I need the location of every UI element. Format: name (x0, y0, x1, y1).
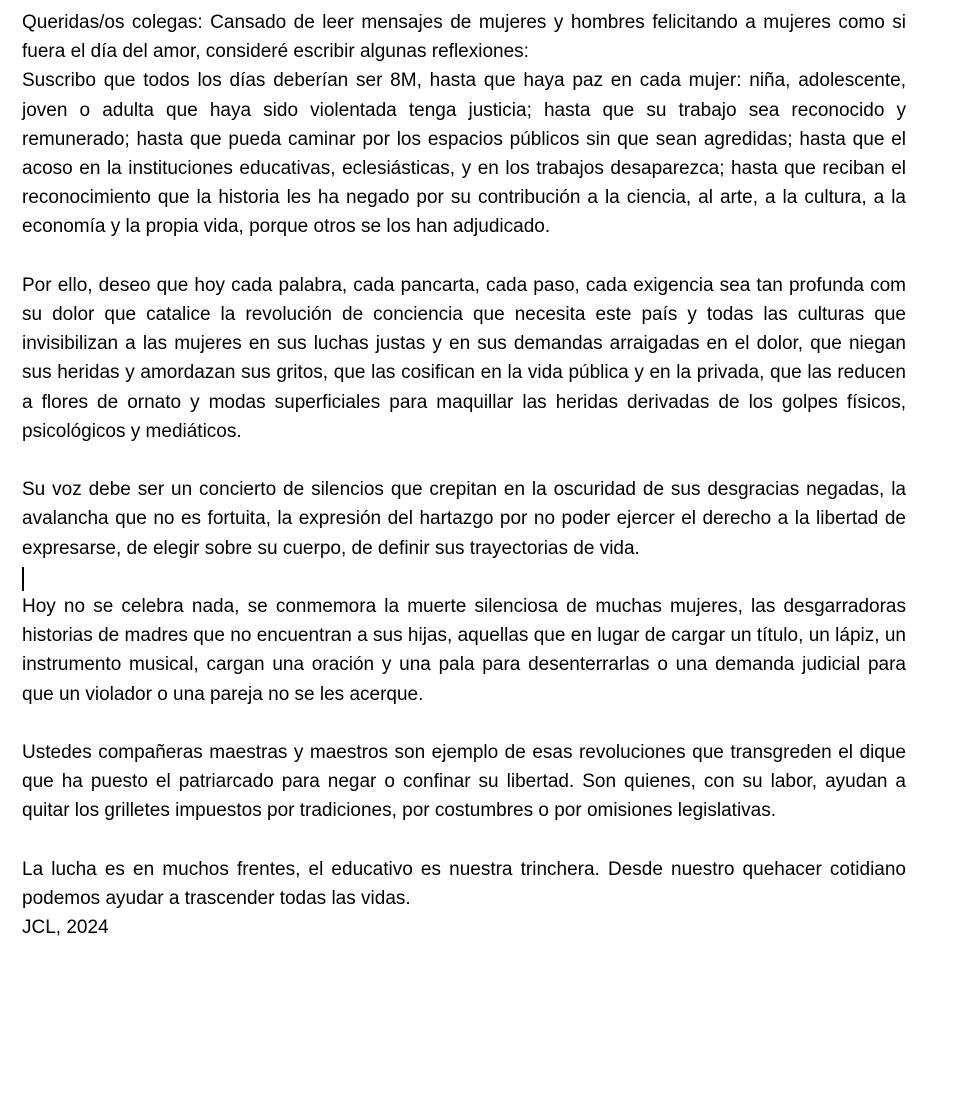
paragraph-5: Ustedes compañeras maestras y maestros son ejemplo de esas revoluciones que transgreden el dique que ha puesto el patriarcado para negar o confinar su libertad. Son quienes, con su labor, ayudan a quitar los grilletes impuestos por tradiciones, por costumbres o por omisiones legislativas. (22, 742, 906, 822)
paragraph-1: Suscribo que todos los días deberían ser 8M, hasta que haya paz en cada mujer: niña, adolescente, joven o adulta que haya sido violentada tenga justicia; hasta que su trabajo sea reconocido y remunerado; hasta que pueda caminar por los espacios públicos sin que sean agredidas; hasta que el acoso en la instituciones educativas, eclesiásticas, y en los trabajos desaparezca; hasta que reciban el reconocimiento que la historia les ha negado por su contribución a la ciencia, al arte, a la cultura, a la economía y la propia vida, porque otros se los han adjudicado. (22, 70, 906, 238)
blank-line (22, 446, 906, 475)
paragraph-6: La lucha es en muchos frentes, el educativo es nuestra trinchera. Desde nuestro quehacer cotidiano podemos ayudar a trascender todas las vidas. (22, 858, 906, 910)
paragraph-2: Por ello, deseo que hoy cada palabra, cada pancarta, cada paso, cada exigencia sea tan profunda com su dolor que catalice la revolución de conciencia que necesita este país y todas las culturas que invisibilizan a las mujeres en sus luchas justas y en sus demandas arraigadas en el dolor, que niegan sus heridas y amordazan sus gritos, que las cosifican en la vida pública y en la privada, que las reducen a flores de ornato y modas superficiales para maquillar las heridas derivadas de los golpes físicos, psicológicos y mediáticos. (22, 274, 906, 442)
blank-line (22, 709, 906, 738)
blank-line-with-cursor[interactable] (22, 563, 906, 592)
paragraph-4: Hoy no se celebra nada, se conmemora la muerte silenciosa de muchas mujeres, las desgarradoras historias de madres que no encuentran a sus hijas, aquellas que en lugar de cargar un título, un lápiz, un instrumento musical, cargan una oración y una pala para desenterrarlas o una demanda judicial para que un violador o una pareja no se les acerque. (22, 596, 906, 705)
paragraph-3: Su voz debe ser un concierto de silencios que crepitan en la oscuridad de sus desgracias negadas, la avalancha que no es fortuita, la expresión del hartazgo por no poder ejercer el derecho a la libertad de expresarse, de elegir sobre su cuerpo, de definir sus trayectorias de vida. (22, 479, 906, 559)
text-cursor (22, 567, 24, 591)
blank-line (22, 242, 906, 271)
blank-line (22, 826, 906, 855)
signature: JCL, 2024 (22, 917, 109, 939)
greeting-paragraph: Queridas/os colegas: Cansado de leer mensajes de mujeres y hombres felicitando a mujeres como si fuera el día del amor, consideré escribir algunas reflexiones: (22, 12, 906, 63)
document-body[interactable] (22, 8, 906, 942)
